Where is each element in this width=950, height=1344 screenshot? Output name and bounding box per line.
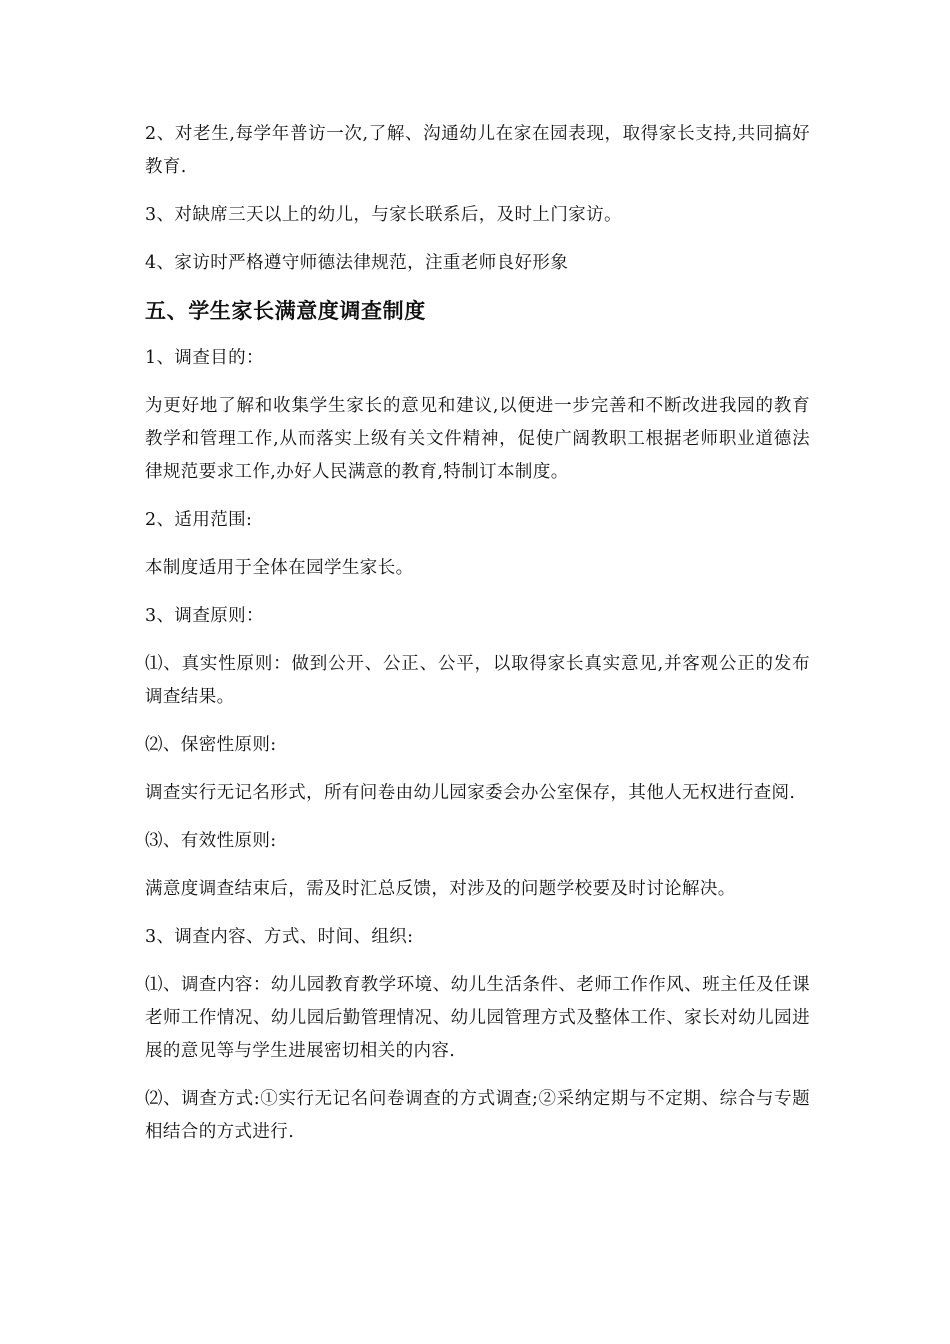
paragraph-content-title: 3、调查内容、方式、时间、组织: bbox=[145, 927, 414, 947]
paragraph-home-visit-4: 4、家访时严格遵守师德法律规范，注重老师良好形象 bbox=[145, 253, 569, 273]
paragraph-content-body: ⑴、调查内容：幼儿园教育教学环境、幼儿生活条件、老师工作作风、班主任及任课老师工作情况、幼儿园后勤管理情况、幼儿园管理方式及整体工作、家长对幼儿园进展的意见等与学生进展密切相关的内容. bbox=[145, 975, 810, 1061]
paragraph-scope-title: 2、适用范围: bbox=[145, 510, 253, 530]
paragraph-principles-title: 3、调查原则： bbox=[145, 606, 264, 626]
paragraph-survey-purpose-body: 为更好地了解和收集学生家长的意见和建议,以便进一步完善和不断改进我园的教育教学和管理工作,从而落实上级有关文件精神，促使广阔教职工根据老师职业道德法律规范要求工作,办好人民满意的教育,特制订本制度。 bbox=[145, 396, 810, 482]
paragraph-principle-confidential-body: 调查实行无记名形式，所有问卷由幼儿园家委会办公室保存，其他人无权进行查阅. bbox=[145, 783, 796, 803]
paragraph-scope-body: 本制度适用于全体在园学生家长。 bbox=[145, 558, 414, 578]
paragraph-principle-confidential-title: ⑵、保密性原则: bbox=[145, 735, 277, 755]
paragraph-method-body: ⑵、调查方式:①实行无记名问卷调查的方式调查;②采纳定期与不定期、综合与专题相结合的方式进行. bbox=[145, 1089, 810, 1142]
section-heading: 五、学生家长满意度调查制度 bbox=[145, 299, 426, 323]
paragraph-principle-effective-title: ⑶、有效性原则: bbox=[145, 831, 277, 851]
document-page bbox=[145, 118, 810, 1164]
paragraph-home-visit-3: 3、对缺席三天以上的幼儿，与家长联系后，及时上门家访。 bbox=[145, 205, 622, 225]
paragraph-principle-truth: ⑴、真实性原则：做到公开、公正、公平，以取得家长真实意见,并客观公正的发布调查结果。 bbox=[145, 654, 810, 707]
paragraph-principle-effective-body: 满意度调查结束后，需及时汇总反馈，对涉及的问题学校要及时讨论解决。 bbox=[145, 879, 736, 899]
paragraph-home-visit-2: 2、对老生,每学年普访一次,了解、沟通幼儿在家在园表现，取得家长支持,共同搞好教育. bbox=[145, 124, 810, 177]
paragraph-survey-purpose-title: 1、调查目的： bbox=[145, 348, 264, 368]
